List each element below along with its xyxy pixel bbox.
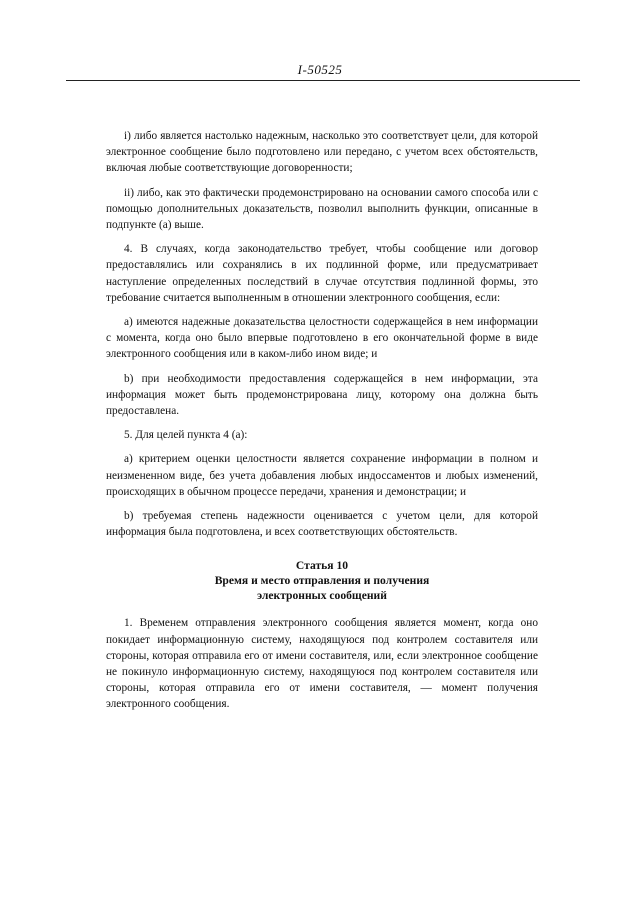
- paragraph-4: 4. В случаях, когда законодательство требует, чтобы сообщение или договор предоставлялись или сохранялись в их подлинной форме, или предусматривает наступление определенных последствий в случае отсутствия подлинной формы, это требование считается выполненным в отношении электронного сообщения, если:: [106, 243, 538, 304]
- paragraph-item-ii: ii) либо, как это фактически продемонстрировано на основании самого способа или с помощью дополнительных доказательств, позволил выполнить функции, описанные в подпункте (a) выше.: [106, 186, 538, 232]
- header-divider: [66, 80, 580, 81]
- document-body: [106, 128, 538, 721]
- article-title-line-1: Время и место отправления и получения: [214, 574, 430, 588]
- paragraph-item-i: i) либо является настолько надежным, насколько это соответствует цели, для которой электронное сообщение было подготовлено или передано, с учетом всех обстоятельств, включая любые соответствующие договоренности;: [106, 130, 538, 175]
- article-number: Статья 10: [295, 559, 349, 573]
- paragraph-5: 5. Для целей пункта 4 (a):: [124, 429, 248, 442]
- article-10-paragraph-1: 1. Временем отправления электронного сообщения является момент, когда оно покидает информационную систему, находящуюся под контролем составителя или стороны, которая отправила его от имени составителя, или, если электронное сообщение не покинуло информационную систему, находящуюся под контролем составителя или стороны, которая отправила его от имени составителя, — момент получения электронного сообщения.: [106, 617, 538, 711]
- document-id: I-50525: [297, 62, 343, 77]
- paragraph-5b: b) требуемая степень надежности оценивается с учетом цели, для которой информация была подготовлена, и всех соответствующих обстоятельств.: [106, 510, 538, 539]
- article-title-line-2: электронных сообщений: [257, 589, 387, 603]
- paragraph-4b: b) при необходимости предоставления содержащейся в нем информации, эта информация может быть продемонстрирована лицу, которому она должна быть предоставлена.: [106, 372, 538, 418]
- article-heading: [106, 558, 538, 603]
- paragraph-4a: a) имеются надежные доказательства целостности содержащейся в нем информации с момента, когда оно было впервые подготовлено в его окончательной форме в виде электронного сообщения или в каком-либо ином виде; и: [106, 316, 538, 361]
- paragraph-5a: a) критерием оценки целостности является сохранение информации в полном и неизмененном виде, без учета добавления любых индоссаментов и любых изменений, происходящих в обычном процессе передачи, хранения и демонстрации; и: [106, 453, 538, 498]
